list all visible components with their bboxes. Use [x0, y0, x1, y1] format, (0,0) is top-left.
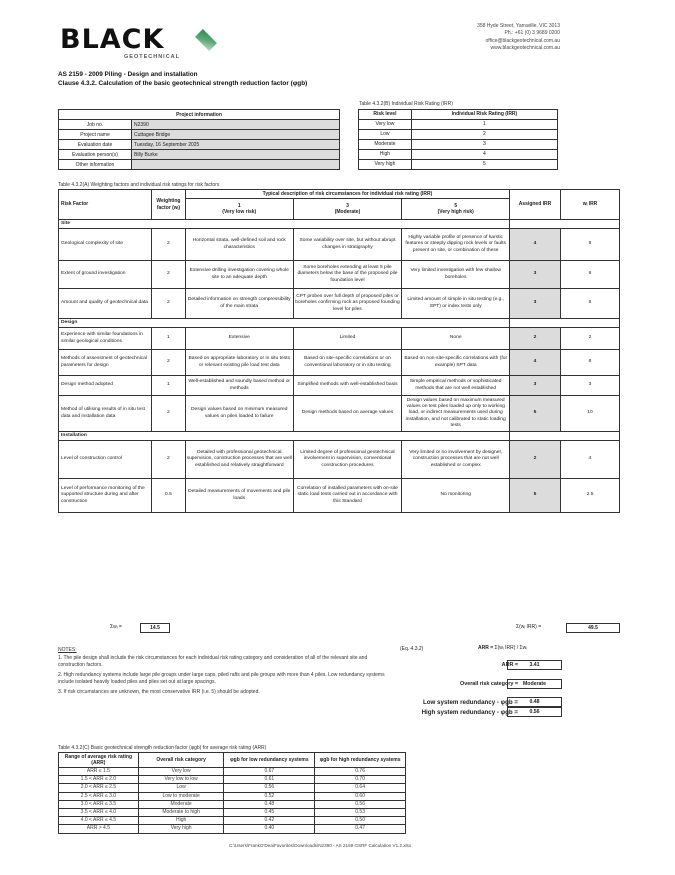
assigned-irr-input[interactable]: 3 [510, 289, 561, 319]
arr-range: ARR ≤ 1.5 [59, 768, 139, 776]
logo-diamond-icon [195, 29, 217, 51]
project-row [59, 140, 340, 150]
risk-category: Very low [138, 768, 224, 776]
reduction-factor-table [58, 752, 406, 834]
reduction-factor-row [59, 825, 406, 833]
risk-level: Low [359, 130, 412, 140]
very-low-risk-description: Well-established and soundly based method or methods [185, 376, 293, 396]
weighted-irr-value: 8 [561, 229, 620, 261]
project-name-field[interactable]: Cuttagee Bridge [132, 130, 340, 140]
assigned-irr-input[interactable]: 3 [510, 261, 561, 289]
phi-low-redundancy: 0.67 [224, 768, 315, 776]
irr-header-risk-level: Risk level [359, 110, 412, 120]
header-risk-factor: Risk Factor [59, 190, 152, 220]
section-blank [510, 432, 620, 441]
weighting-factor: 2 [151, 289, 185, 319]
moderate-risk-description: Based on site-specific correlations or on conventional laboratory or in situ testing [293, 350, 402, 376]
assigned-irr-input[interactable]: 3 [510, 376, 561, 396]
arr-value: 3.41 [507, 660, 562, 670]
phi-low-redundancy: 0.52 [224, 792, 315, 800]
phi-high-redundancy: 0.47 [315, 825, 406, 833]
job-no-field[interactable]: N2390 [132, 120, 340, 130]
weighted-irr-value: 8 [561, 350, 620, 376]
very-high-risk-description: Very limited or no involvement by designer, construction processes that are not well established or complex [402, 441, 510, 479]
table-c-caption: Table 4.3.2(C) Basic geotechnical strength reduction factor (φgb) for average risk rating (ARR) [58, 745, 267, 751]
phi-high-redundancy: 0.56 [315, 800, 406, 808]
project-label: Job no. [59, 120, 132, 130]
sum-wirr-label: Σ(wᵢ IRR) = [516, 624, 542, 630]
very-high-risk-description: None [402, 328, 510, 350]
note-item: 1. The pile design shall include the risk circumstances for each individual risk rating category and consideration of all of the relevant site and construction factors. [58, 655, 368, 668]
section-heading: Site [59, 220, 510, 229]
phi-high-redundancy: 0.60 [315, 792, 406, 800]
phi-low-redundancy: 0.45 [224, 808, 315, 816]
risk-factor-row [59, 350, 620, 376]
very-high-risk-description: Based on non-site-specific correlations with (for example) SPT data [402, 350, 510, 376]
section-row [59, 220, 620, 229]
weighted-irr-value: 6 [561, 261, 620, 289]
risk-factor-name: Extent of ground investigation [59, 261, 152, 289]
weighting-factor: 2 [151, 261, 185, 289]
weighting-factor: 2 [151, 350, 185, 376]
irr-row [359, 130, 558, 140]
risk-factor-row [59, 396, 620, 432]
very-high-risk-description: Design values based on maximum measured values on test piles loaded up only to working load, or indirect measurements used during installation, and not calibrated to static loading tests [402, 396, 510, 432]
weighted-irr-value: 2.5 [561, 479, 620, 513]
header-weighting: Weighting factor (wᵢ) [151, 190, 185, 220]
tc-header-low: φgb for low redundancy systems [224, 753, 315, 768]
moderate-risk-description: Simplified methods with well-established basis [293, 376, 402, 396]
reduction-factor-row [59, 784, 406, 792]
risk-factor-name: Geological complexity of site [59, 229, 152, 261]
moderate-risk-description: CPT probes over full depth of proposed piles or boreholes confirming rock as proposed founding level for piles [293, 289, 402, 319]
assigned-irr-input[interactable]: 2 [510, 328, 561, 350]
arr-formula-label: ARR = [478, 645, 494, 651]
phi-low-redundancy: 0.40 [224, 825, 315, 833]
header-assigned-irr: Assigned IRR [510, 190, 561, 220]
very-high-risk-description: Very limited investigation with few shallow boreholes [402, 261, 510, 289]
project-row [59, 150, 340, 160]
project-row [59, 160, 340, 170]
moderate-risk-description: Correlation of installed parameters with on-site static load tests carried out in accordance with this Standard [293, 479, 402, 513]
risk-factor-row [59, 376, 620, 396]
risk-factor-name: Methods of assessment of geotechnical parameters for design [59, 350, 152, 376]
irr-table [358, 109, 558, 170]
assigned-irr-input[interactable]: 4 [510, 350, 561, 376]
low-redundancy-label: Low system redundancy - φgb = [422, 699, 518, 706]
note-item: 2. High redundancy systems include large pile groups under large caps, piled rafts and pile groups with more than 4 piles. Low redundancy systems include isolated heavily loaded piles and piles set out at large spacings. [58, 672, 385, 685]
risk-factor-row [59, 479, 620, 513]
arr-label: ARR = [501, 662, 518, 668]
tc-header-category: Overall risk category [138, 753, 224, 768]
arr-range: 3.0 < ARR ≤ 3.5 [59, 800, 139, 808]
logo-subtitle: GEOTECHNICAL [124, 54, 180, 60]
irr-row [359, 120, 558, 130]
risk-category: Very high [138, 825, 224, 833]
section-heading: Installation [59, 432, 510, 441]
assigned-irr-input[interactable]: 4 [510, 229, 561, 261]
moderate-risk-description: Limited [293, 328, 402, 350]
reduction-factor-row [59, 792, 406, 800]
sum-wirr-value: 49.5 [566, 623, 620, 633]
risk-factor-name: Experience with similar foundations in similar geological conditions [59, 328, 152, 350]
moderate-risk-description: Design methods based on average values [293, 396, 402, 432]
risk-factor-row [59, 328, 620, 350]
risk-category: Moderate to high [138, 808, 224, 816]
high-redundancy-value: 0.56 [507, 707, 562, 717]
very-low-risk-description: Detailed information on strength compressibility of the main strata [185, 289, 293, 319]
risk-category: Very low to low [138, 776, 224, 784]
moderate-risk-description: Some variability over site, but without abrupt changes in stratigraphy [293, 229, 402, 261]
irr-value: 2 [411, 130, 557, 140]
address-email: office@blackgeotechnical.com.au [485, 37, 560, 44]
company-address [477, 23, 560, 53]
notes-section [58, 647, 388, 696]
risk-factor-name: Level of performance monitoring of the supported structure during and after construction [59, 479, 152, 513]
weighted-irr-value: 3 [561, 376, 620, 396]
section-row [59, 319, 620, 328]
irr-table-caption: Table 4.3.2(B) Individual Risk Rating (IRR) [359, 101, 453, 107]
phi-high-redundancy: 0.76 [315, 768, 406, 776]
document-title: AS 2159 - 2009 Piling - Design and installation [58, 71, 198, 78]
risk-category: Moderate [138, 800, 224, 808]
phi-low-redundancy: 0.48 [224, 800, 315, 808]
weighting-factor: 2 [151, 229, 185, 261]
section-blank [510, 319, 620, 328]
risk-level: Very high [359, 160, 412, 170]
moderate-risk-description: Some boreholes extending at least 5 pile diameters below the base of the proposed pile foundation level [293, 261, 402, 289]
file-path-footer: C:\Users\FrankO'Dea\Favorites\Downloads\N2390 - AS 2159 GSRF Calculation V1.2.xlsx [229, 843, 412, 848]
sum-w-label: Σwᵢ = [110, 624, 122, 630]
project-label: Other information [59, 160, 132, 170]
irr-header-rating: Individual Risk Rating (IRR) [411, 110, 557, 120]
irr-row [359, 150, 558, 160]
weighting-factor: 1 [151, 328, 185, 350]
phi-high-redundancy: 0.53 [315, 808, 406, 816]
irr-row [359, 160, 558, 170]
very-high-risk-description: Highly variable profile of presence of karstic features or steeply dipping rock levels or faults present on site, or combination of these [402, 229, 510, 261]
risk-factor-name: Design method adopted [59, 376, 152, 396]
evaluation-persons-field[interactable]: Billy Burke [132, 150, 340, 160]
very-low-risk-description: Horizontal strata, well-defined soil and rock characteristics [185, 229, 293, 261]
address-phone: Ph.: +61 (0) 3 9689 0200 [504, 30, 560, 37]
header-very-low-risk: 1 (Very low risk) [185, 199, 293, 220]
very-high-risk-description: Limited amount of simple in situ testing (e.g., SPT) or index tests only [402, 289, 510, 319]
arr-range: ARR > 4.5 [59, 825, 139, 833]
section-heading: Design [59, 319, 510, 328]
reduction-factor-row [59, 776, 406, 784]
phi-low-redundancy: 0.42 [224, 817, 315, 825]
arr-formula-text: Σ(wᵢ IRR) / Σwᵢ [494, 645, 528, 651]
very-high-risk-description: Simple empirical methods or sophisticated methods that are not well established [402, 376, 510, 396]
project-row [59, 130, 340, 140]
note-item: 3. If risk circumstances are unknown, the most conservative IRR (i.e. 5) should be adopted. [58, 689, 260, 695]
document-subtitle: Clause 4.3.2. Calculation of the basic geotechnical strength reduction factor (φgb) [58, 80, 308, 87]
risk-factor-row [59, 229, 620, 261]
address-website: www.blackgeotechnical.com.au [490, 45, 560, 52]
risk-category-label: Overall risk category = [460, 681, 518, 687]
section-row [59, 432, 620, 441]
weighted-irr-value: 10 [561, 396, 620, 432]
risk-level: High [359, 150, 412, 160]
risk-category: High [138, 817, 224, 825]
section-blank [510, 220, 620, 229]
weighted-irr-value: 6 [561, 289, 620, 319]
sum-row [58, 623, 620, 633]
moderate-risk-description: Limited degree of professional geotechnical involvement in supervision, conventional construction procedures [293, 441, 402, 479]
tc-header-range: Range of average risk rating (ARR) [59, 753, 139, 768]
very-low-risk-description: Design values based on minimum measured values on piles loaded to failure [185, 396, 293, 432]
project-label: Project name [59, 130, 132, 140]
reduction-factor-row [59, 817, 406, 825]
header-very-high-risk: 5 (Very high risk) [402, 199, 510, 220]
project-label: Evaluation person(s) [59, 150, 132, 160]
assigned-irr-input[interactable]: 5 [510, 479, 561, 513]
phi-high-redundancy: 0.50 [315, 817, 406, 825]
main-table-caption: Table 4.3.2(A) Weighting factors and individual risk ratings for risk factors [58, 182, 220, 188]
reduction-factor-row [59, 768, 406, 776]
arr-range: 2.5 < ARR ≤ 3.0 [59, 792, 139, 800]
assigned-irr-input[interactable]: 5 [510, 396, 561, 432]
project-info-table [58, 109, 340, 170]
weighting-factor: 0.5 [151, 479, 185, 513]
header-wi-irr: wᵢ IRR [561, 190, 620, 220]
project-label: Evaluation date [59, 140, 132, 150]
reduction-factor-row [59, 808, 406, 816]
irr-value: 5 [411, 160, 557, 170]
risk-level: Moderate [359, 140, 412, 150]
weighted-irr-value: 4 [561, 441, 620, 479]
phi-low-redundancy: 0.56 [224, 784, 315, 792]
phi-low-redundancy: 0.61 [224, 776, 315, 784]
header-typical-description: Typical description of risk circumstances for individual risk rating (IRR) [185, 190, 509, 199]
logo-wordmark: BLACK [60, 24, 165, 55]
very-low-risk-description: Detailed measurements of movements and pile loads [185, 479, 293, 513]
weighted-irr-value: 2 [561, 328, 620, 350]
risk-factor-name: Level of construction control [59, 441, 152, 479]
project-row [59, 120, 340, 130]
arr-formula [478, 645, 527, 651]
risk-factor-row [59, 441, 620, 479]
risk-factor-name: Amount and quality of geotechnical data [59, 289, 152, 319]
weighting-factor: 2 [151, 441, 185, 479]
arr-range: 4.0 < ARR ≤ 4.5 [59, 817, 139, 825]
phi-high-redundancy: 0.64 [315, 784, 406, 792]
weighting-factor: 1 [151, 376, 185, 396]
irr-value: 1 [411, 120, 557, 130]
irr-row [359, 140, 558, 150]
reduction-factor-row [59, 800, 406, 808]
project-info-heading: Project information [59, 110, 340, 120]
irr-value: 4 [411, 150, 557, 160]
very-high-risk-description: No monitoring [402, 479, 510, 513]
notes-heading: NOTES: [58, 647, 77, 653]
risk-factor-row [59, 261, 620, 289]
low-redundancy-value: 0.48 [507, 697, 562, 707]
arr-range: 2.0 < ARR ≤ 2.5 [59, 784, 139, 792]
very-low-risk-description: Detailed with professional geotechnical supervision, construction processes that are well established and relatively straightforward [185, 441, 293, 479]
assigned-irr-input[interactable]: 2 [510, 441, 561, 479]
address-street: 358 Hyde Street, Yarraville, VIC 3013 [477, 23, 560, 29]
risk-category: Low to moderate [138, 792, 224, 800]
very-low-risk-description: Extensive drilling investigation covering whole site to an adequate depth [185, 261, 293, 289]
phi-high-redundancy: 0.70 [315, 776, 406, 784]
arr-range: 1.5 < ARR ≤ 2.0 [59, 776, 139, 784]
weighting-factor: 2 [151, 396, 185, 432]
irr-value: 3 [411, 140, 557, 150]
tc-header-high: φgb for high redundancy systems [315, 753, 406, 768]
evaluation-date-field[interactable]: Tuesday, 16 September 2025 [132, 140, 340, 150]
header-moderate: 3 (Moderate) [293, 199, 402, 220]
risk-factor-table [58, 189, 620, 513]
risk-factor-name: Method of utilising results of in situ test data and installation data [59, 396, 152, 432]
risk-category-value: Moderate [507, 679, 562, 689]
very-low-risk-description: Based on appropriate laboratory or in situ tests or relevant existing pile load test data [185, 350, 293, 376]
other-info-field[interactable] [132, 160, 340, 170]
sum-w-value: 14.5 [140, 623, 170, 633]
equation-reference: (Eq. 4.3.2) [400, 646, 424, 652]
arr-range: 3.5 < ARR ≤ 4.0 [59, 808, 139, 816]
very-low-risk-description: Extensive [185, 328, 293, 350]
risk-category: Low [138, 784, 224, 792]
high-redundancy-label: High system redundancy - φgb = [421, 709, 518, 716]
risk-factor-row [59, 289, 620, 319]
company-logo [60, 26, 230, 60]
risk-level: Very low [359, 120, 412, 130]
